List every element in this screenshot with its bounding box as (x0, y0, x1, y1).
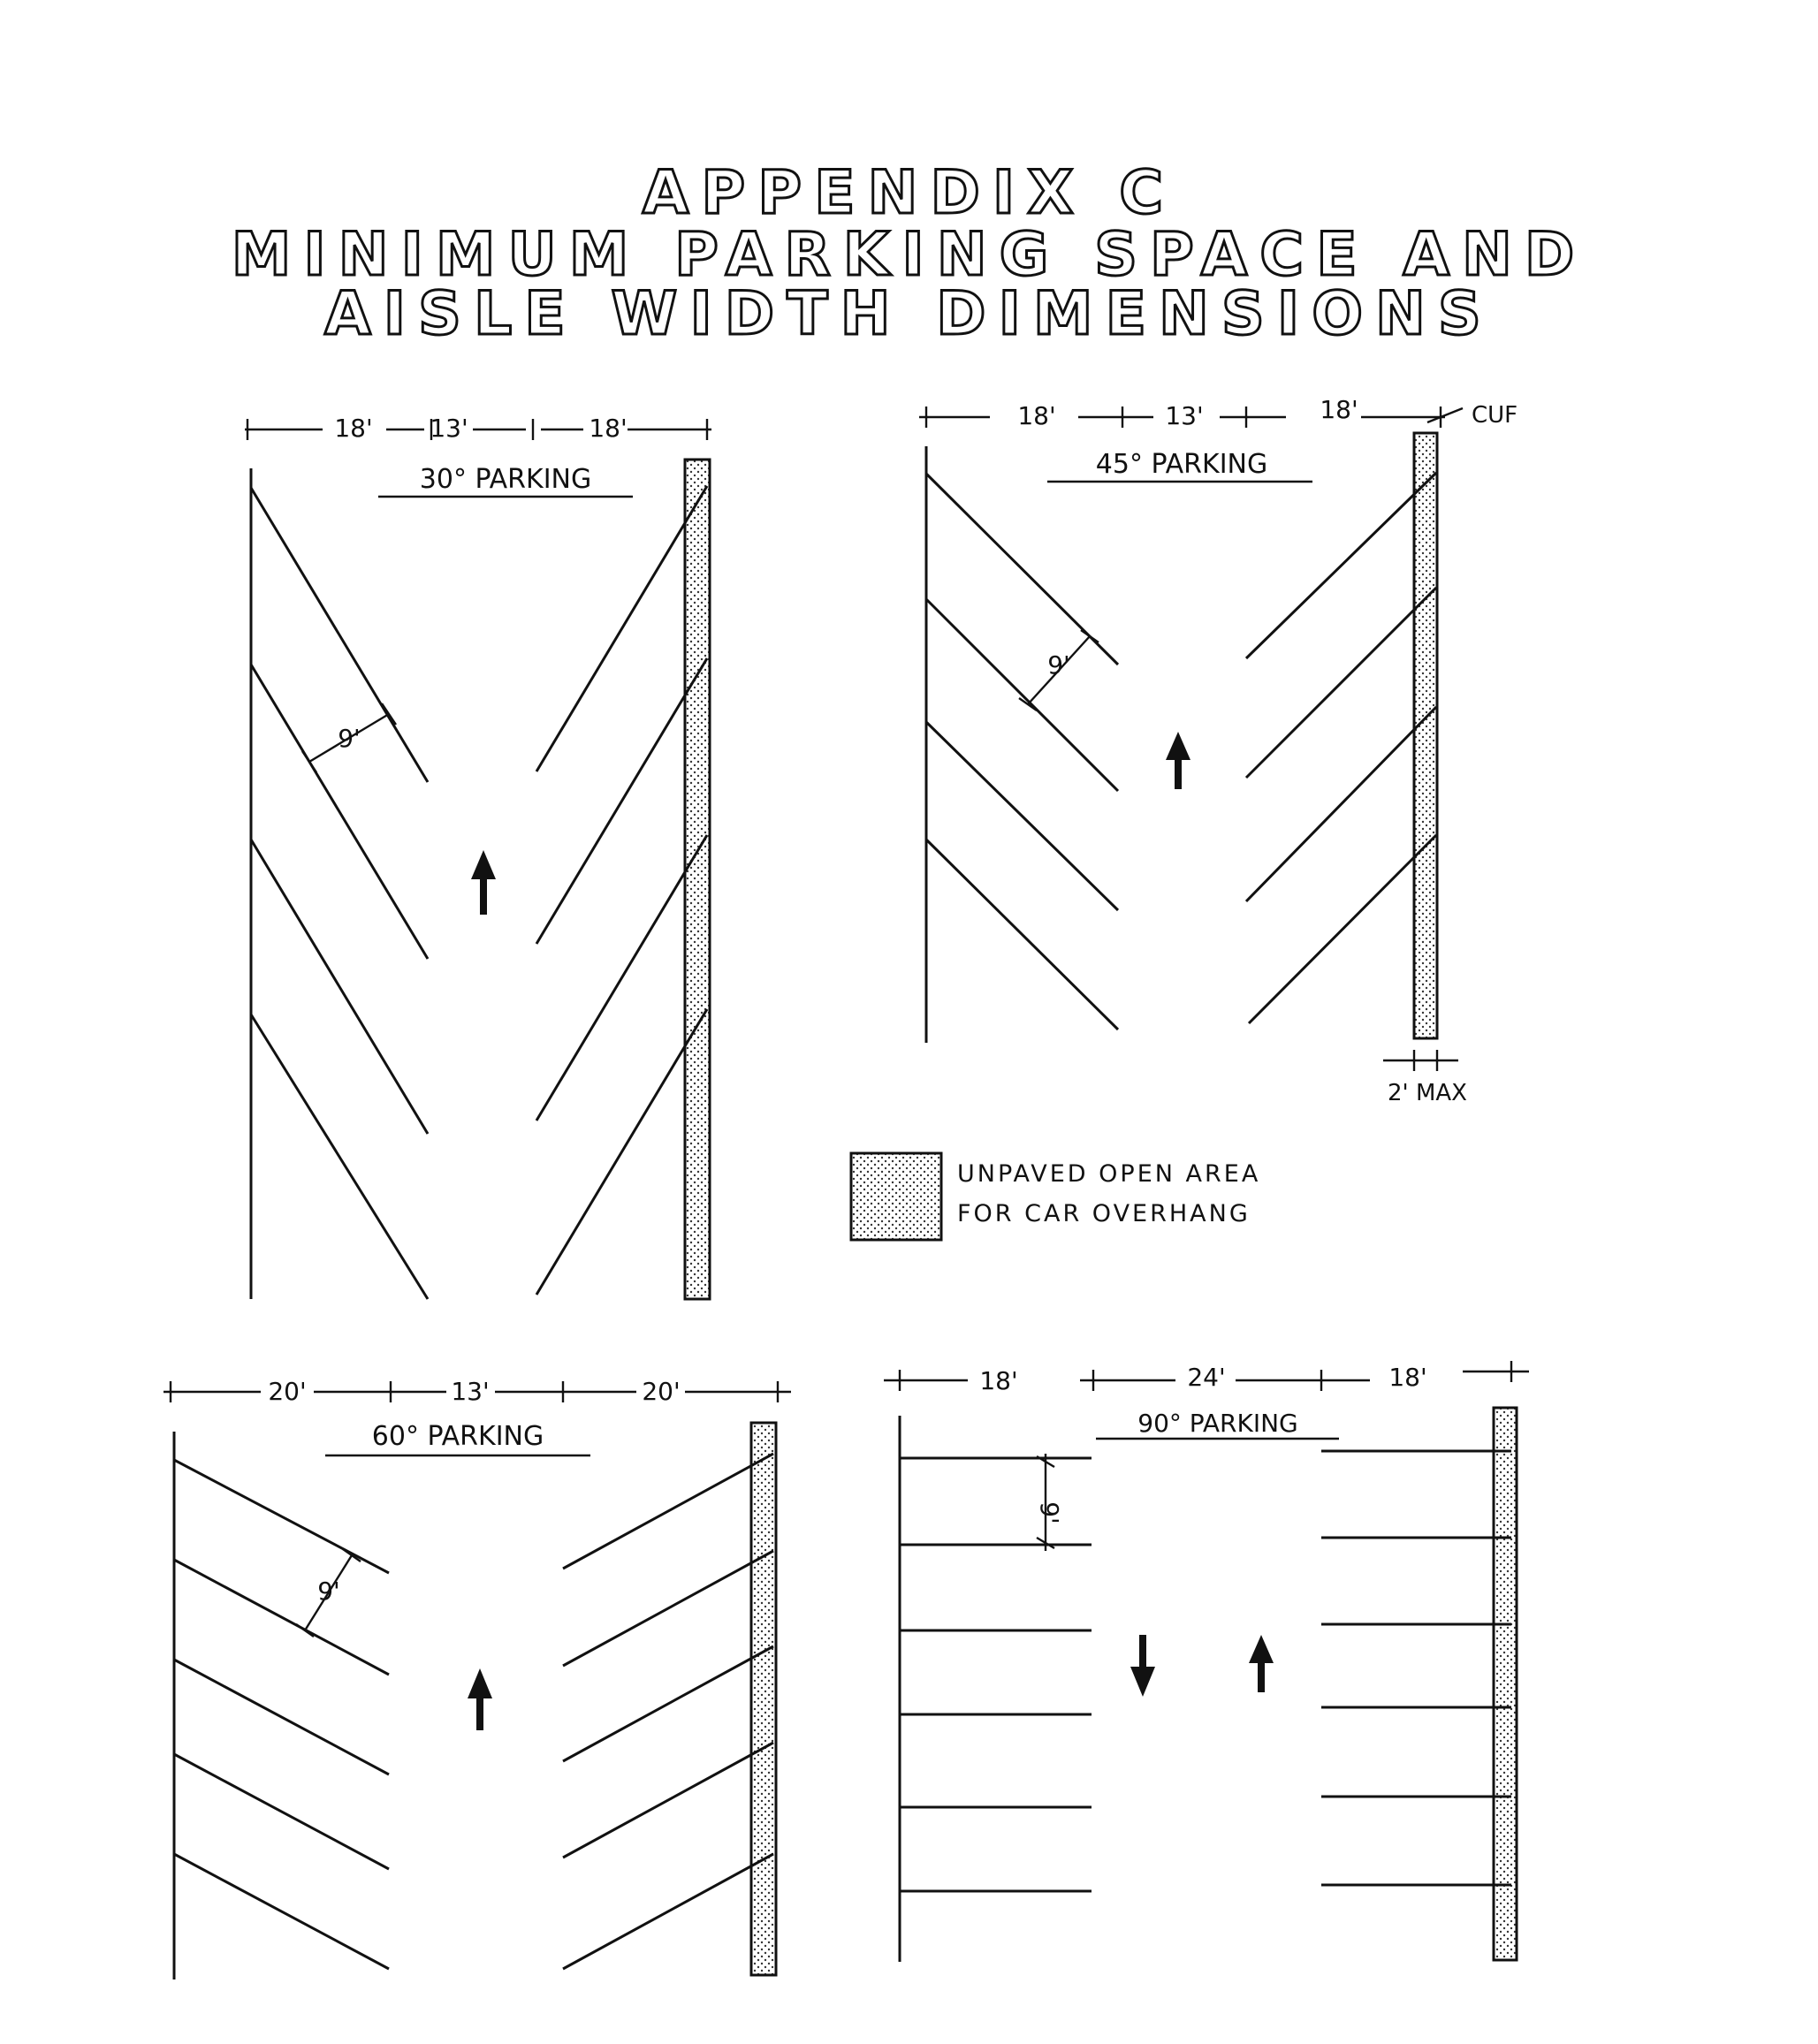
dim-mid-30: 13' (430, 414, 468, 443)
arrow-up-90 (1249, 1635, 1274, 1692)
dim-left-60: 20' (268, 1377, 307, 1406)
stall-width-dimension-45 (1019, 630, 1099, 710)
max-overhang-dimension-45 (1383, 1050, 1467, 1106)
stall-lines-60 (174, 1454, 773, 1969)
legend-line-1: UNPAVED OPEN AREA (957, 1160, 1261, 1188)
diagram-title-line-2: AISLE WIDTH DIMENSIONS (324, 279, 1494, 349)
curb-label-45: CUF (1472, 402, 1518, 429)
stall-lines-90 (900, 1451, 1511, 1891)
stall-width-30: 9' (338, 724, 361, 753)
arrow-up-45 (1166, 732, 1190, 789)
arrow-up-30 (471, 850, 496, 915)
panel-title-45: 45° PARKING (1095, 449, 1268, 480)
stall-width-90: 9' (1035, 1501, 1064, 1524)
dim-left-45: 18' (1017, 401, 1056, 430)
arrow-down-90 (1130, 1635, 1155, 1697)
stall-width-dimension-60 (296, 1549, 361, 1637)
panel-45-degree (919, 395, 1518, 1106)
dim-right-60: 20' (642, 1377, 681, 1406)
dim-mid-45: 13' (1165, 401, 1204, 430)
dim-mid-90: 24' (1187, 1363, 1226, 1392)
dimension-line-60 (164, 1377, 791, 1406)
dim-right-45: 18' (1320, 395, 1358, 424)
overhang-strip-90 (1494, 1408, 1517, 1960)
dim-right-30: 18' (589, 414, 628, 443)
legend-swatch (851, 1153, 941, 1240)
panel-30-degree (245, 414, 711, 1299)
stall-width-45: 9' (1047, 650, 1070, 680)
stall-width-60: 9' (317, 1577, 340, 1606)
dim-mid-60: 13' (451, 1377, 490, 1406)
overhang-strip-30 (685, 460, 710, 1299)
overhang-strip-45 (1414, 433, 1437, 1038)
dim-left-90: 18' (979, 1366, 1018, 1395)
dimension-line-90 (884, 1361, 1529, 1395)
dim-left-30: 18' (334, 414, 373, 443)
max-overhang-label-45: 2' MAX (1388, 1080, 1467, 1106)
dimension-line-45 (919, 395, 1518, 430)
panel-title-90: 90° PARKING (1137, 1409, 1298, 1438)
panel-60-degree (164, 1377, 791, 1979)
panel-90-degree (884, 1361, 1529, 1962)
diagram-title-line-1: MINIMUM PARKING SPACE AND (231, 220, 1587, 290)
arrow-up-60 (468, 1668, 492, 1730)
dimension-line-30 (245, 414, 711, 443)
appendix-title: APPENDIX C (642, 158, 1176, 228)
panel-title-30: 30° PARKING (419, 464, 592, 495)
legend-line-2: FOR CAR OVERHANG (957, 1200, 1251, 1227)
panel-title-60: 60° PARKING (371, 1421, 544, 1452)
stall-width-dimension-30 (302, 703, 396, 772)
overhang-strip-60 (751, 1423, 776, 1975)
stall-lines-30 (251, 486, 707, 1299)
legend (851, 1153, 1260, 1240)
dim-right-90: 18' (1388, 1363, 1427, 1392)
stall-width-dimension-90 (1035, 1454, 1064, 1551)
